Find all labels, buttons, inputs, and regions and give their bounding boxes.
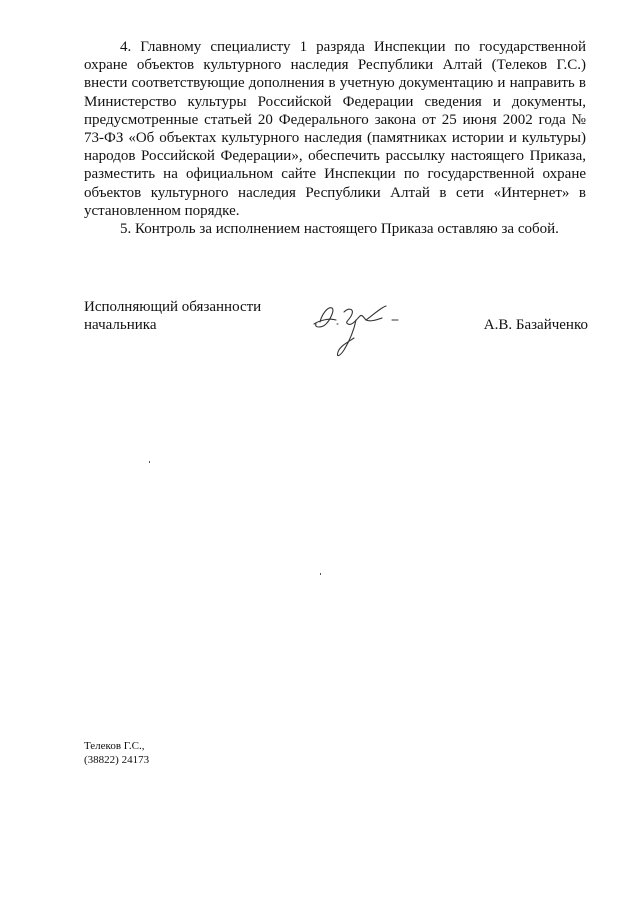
handwritten-signature	[306, 298, 410, 364]
signer-title-line1: Исполняющий обязанности	[84, 299, 262, 315]
footer-contact	[84, 739, 149, 767]
signer-name: А.В. Базайченко	[483, 317, 588, 333]
paragraph-5: 5. Контроль за исполнением настоящего Приказа оставляю за собой.	[120, 221, 559, 238]
signer-title	[84, 298, 261, 334]
signer-title-line2: начальника	[84, 317, 157, 333]
paragraph-4: 4. Главному специалисту 1 разряда Инспекции по государственной охране объектов культурного наследия Республики Алтай (Телеков Г.С.) внести соответствующие дополнения в учетную документацию и направить в Министерство культуры Российской Федерации сведения и документы, предусмотренные статьей 20 Федерального закона от 25 июня 2002 года № 73-ФЗ «Об объектах культурного наследия (памятниках истории и культуры) народов Российской Федерации», обеспечить рассылку настоящего Приказа, разместить на официальном сайте Инспекции по государственной охране объектов культурного наследия Республики Алтай в сети «Интернет» в установленном порядке.	[84, 39, 586, 219]
scan-speck	[149, 461, 150, 463]
document-body	[84, 38, 586, 238]
contact-name: Телеков Г.С.,	[84, 740, 145, 752]
scan-speck	[320, 573, 321, 575]
signature-block	[84, 298, 594, 368]
contact-phone: (38822) 24173	[84, 754, 150, 766]
